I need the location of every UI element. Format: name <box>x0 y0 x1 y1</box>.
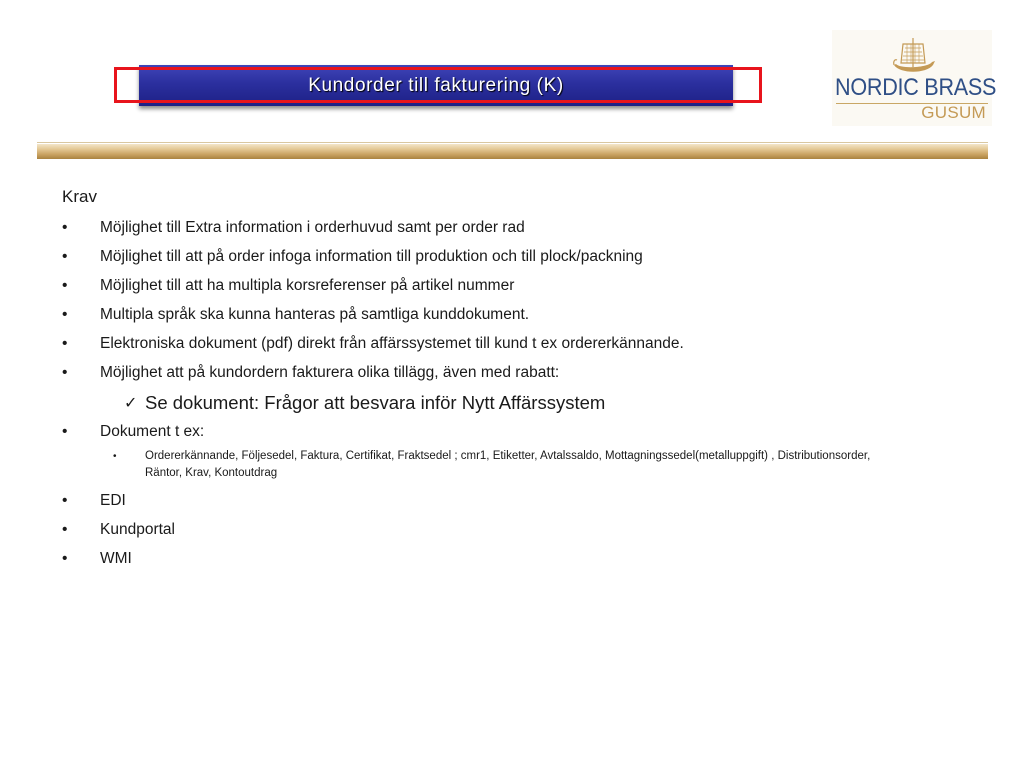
bullet-icon: • <box>62 550 68 567</box>
bullet-icon: • <box>62 335 68 352</box>
list-item-text: Möjlighet att på kundordern fakturera olika tillägg, även med rabatt: <box>100 364 560 381</box>
list-item-text: Elektroniska dokument (pdf) direkt från affärssystemet till kund t ex ordererkännande. <box>100 335 684 352</box>
list-item-text: EDI <box>100 492 126 509</box>
bullet-icon: • <box>62 521 68 538</box>
list-item <box>62 218 962 238</box>
list-item <box>62 276 962 296</box>
bullet-icon: • <box>62 277 68 294</box>
logo-subtitle: GUSUM <box>921 103 986 122</box>
header-divider-line <box>37 142 988 143</box>
viking-ship-icon <box>892 34 936 78</box>
header-divider-band <box>37 144 988 159</box>
list-item <box>62 422 962 442</box>
list-item-text: Kundportal <box>100 521 175 538</box>
bullet-icon: • <box>62 248 68 265</box>
list-item-text: Multipla språk ska kunna hanteras på samtliga kunddokument. <box>100 306 530 323</box>
bullet-icon: • <box>62 306 68 323</box>
list-item <box>62 491 962 511</box>
bullet-icon: • <box>62 364 68 381</box>
slide-content <box>62 186 962 578</box>
bullet-icon: • <box>62 492 68 509</box>
bullet-icon: • <box>62 423 68 440</box>
list-item-text: WMI <box>100 550 132 567</box>
sub-list-item <box>62 448 885 482</box>
list-item <box>62 363 962 383</box>
documents-list: Ordererkännande, Följesedel, Faktura, Certifikat, Fraktsedel ; cmr1, Etiketter, Avtalssaldo, Mottagningssedel(metalluppgift) , Distributionsorder, Räntor, Krav, Kontoutdrag <box>145 450 871 479</box>
content-heading: Krav <box>62 187 97 206</box>
list-item-text: Möjlighet till Extra information i orderhuvud samt per order rad <box>100 219 525 236</box>
documents-label: Dokument t ex: <box>100 423 205 440</box>
company-logo <box>832 30 997 126</box>
checkmark-icon: ✓ <box>124 393 138 412</box>
title-highlight-frame <box>114 67 762 103</box>
list-item-text: Möjlighet till att ha multipla korsreferenser på artikel nummer <box>100 277 515 294</box>
list-item <box>62 305 962 325</box>
list-item <box>62 520 962 540</box>
list-item <box>62 549 962 569</box>
slide-title: Kundorder till fakturering (K) <box>308 75 564 96</box>
checkmark-item-text: Se dokument: Frågor att besvara inför Nytt Affärssystem <box>145 392 606 413</box>
checkmark-item <box>62 391 962 415</box>
list-item <box>62 334 962 354</box>
logo-name: NORDIC BRASS <box>835 74 997 101</box>
list-item <box>62 247 962 267</box>
bullet-icon: • <box>113 451 117 462</box>
list-item-text: Möjlighet till att på order infoga information till produktion och till plock/packning <box>100 248 643 265</box>
bullet-icon: • <box>62 219 68 236</box>
